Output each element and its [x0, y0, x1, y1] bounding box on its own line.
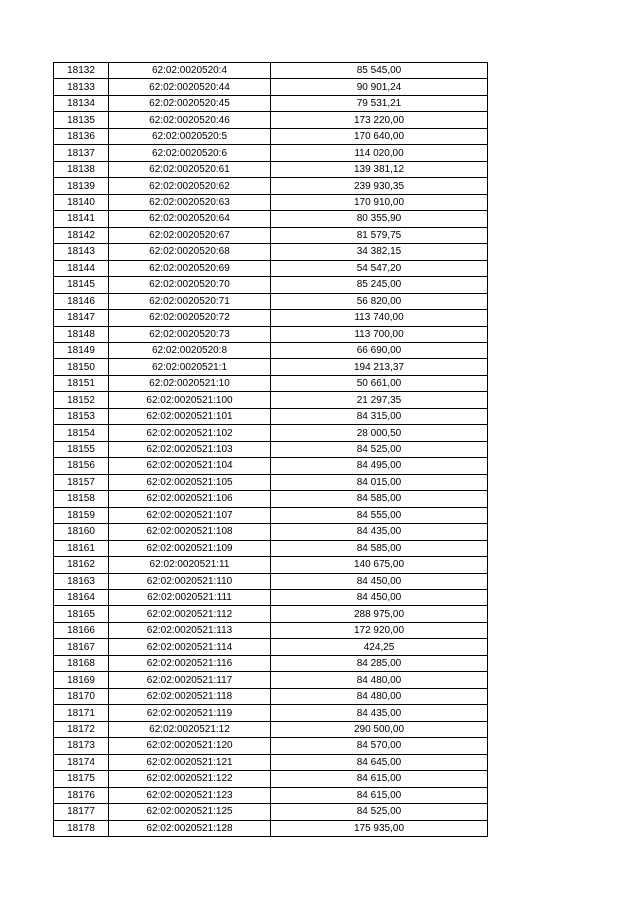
- row-number-cell: 18166: [54, 622, 109, 638]
- table-row: [54, 672, 488, 688]
- cadastral-number-cell: 62:02:0020520:70: [109, 277, 271, 293]
- cadastral-number-cell: 62:02:0020520:45: [109, 95, 271, 111]
- value-cell: 172 920,00: [271, 622, 488, 638]
- value-cell: 90 901,24: [271, 79, 488, 95]
- row-number-cell: 18149: [54, 342, 109, 358]
- cadastral-number-cell: 62:02:0020521:116: [109, 655, 271, 671]
- cadastral-number-cell: 62:02:0020521:12: [109, 721, 271, 737]
- row-number-cell: 18151: [54, 375, 109, 391]
- row-number-cell: 18162: [54, 557, 109, 573]
- cadastral-number-cell: 62:02:0020521:104: [109, 458, 271, 474]
- value-cell: 84 525,00: [271, 441, 488, 457]
- table-row: [54, 557, 488, 573]
- table-row: [54, 639, 488, 655]
- value-cell: 170 910,00: [271, 194, 488, 210]
- cadastral-number-cell: 62:02:0020520:67: [109, 227, 271, 243]
- table-row: [54, 721, 488, 737]
- cadastral-number-cell: 62:02:0020520:71: [109, 293, 271, 309]
- value-cell: 114 020,00: [271, 145, 488, 161]
- value-cell: 34 382,15: [271, 244, 488, 260]
- cadastral-number-cell: 62:02:0020520:63: [109, 194, 271, 210]
- table-row: [54, 375, 488, 391]
- row-number-cell: 18159: [54, 507, 109, 523]
- value-cell: 50 661,00: [271, 375, 488, 391]
- table-row: [54, 573, 488, 589]
- value-cell: 113 740,00: [271, 310, 488, 326]
- row-number-cell: 18132: [54, 63, 109, 79]
- table-row: [54, 178, 488, 194]
- value-cell: 290 500,00: [271, 721, 488, 737]
- row-number-cell: 18161: [54, 540, 109, 556]
- cadastral-number-cell: 62:02:0020521:1: [109, 359, 271, 375]
- row-number-cell: 18139: [54, 178, 109, 194]
- row-number-cell: 18147: [54, 310, 109, 326]
- row-number-cell: 18175: [54, 771, 109, 787]
- table-row: [54, 326, 488, 342]
- row-number-cell: 18145: [54, 277, 109, 293]
- table-row: [54, 293, 488, 309]
- row-number-cell: 18155: [54, 441, 109, 457]
- table-row: [54, 310, 488, 326]
- cadastral-number-cell: 62:02:0020521:117: [109, 672, 271, 688]
- cadastral-number-cell: 62:02:0020521:106: [109, 491, 271, 507]
- row-number-cell: 18164: [54, 590, 109, 606]
- value-cell: 84 495,00: [271, 458, 488, 474]
- value-cell: 85 245,00: [271, 277, 488, 293]
- table-row: [54, 771, 488, 787]
- cadastral-number-cell: 62:02:0020520:5: [109, 128, 271, 144]
- row-number-cell: 18171: [54, 705, 109, 721]
- value-cell: 194 213,37: [271, 359, 488, 375]
- value-cell: 84 480,00: [271, 688, 488, 704]
- value-cell: 84 450,00: [271, 573, 488, 589]
- row-number-cell: 18133: [54, 79, 109, 95]
- cadastral-number-cell: 62:02:0020520:62: [109, 178, 271, 194]
- cadastral-number-cell: 62:02:0020521:125: [109, 804, 271, 820]
- cadastral-number-cell: 62:02:0020521:109: [109, 540, 271, 556]
- row-number-cell: 18173: [54, 738, 109, 754]
- row-number-cell: 18178: [54, 820, 109, 836]
- value-cell: 84 450,00: [271, 590, 488, 606]
- table-body: [54, 63, 488, 837]
- table-row: [54, 211, 488, 227]
- row-number-cell: 18137: [54, 145, 109, 161]
- value-cell: 81 579,75: [271, 227, 488, 243]
- value-cell: 84 525,00: [271, 804, 488, 820]
- value-cell: 239 930,35: [271, 178, 488, 194]
- row-number-cell: 18156: [54, 458, 109, 474]
- value-cell: 54 547,20: [271, 260, 488, 276]
- row-number-cell: 18143: [54, 244, 109, 260]
- table-row: [54, 145, 488, 161]
- cadastral-number-cell: 62:02:0020521:10: [109, 375, 271, 391]
- row-number-cell: 18167: [54, 639, 109, 655]
- cadastral-number-cell: 62:02:0020521:112: [109, 606, 271, 622]
- table-row: [54, 161, 488, 177]
- row-number-cell: 18153: [54, 408, 109, 424]
- cadastral-number-cell: 62:02:0020520:69: [109, 260, 271, 276]
- row-number-cell: 18176: [54, 787, 109, 803]
- row-number-cell: 18172: [54, 721, 109, 737]
- value-cell: 56 820,00: [271, 293, 488, 309]
- value-cell: 84 435,00: [271, 524, 488, 540]
- cadastral-number-cell: 62:02:0020521:108: [109, 524, 271, 540]
- table-row: [54, 441, 488, 457]
- value-cell: 84 615,00: [271, 787, 488, 803]
- value-cell: 84 585,00: [271, 540, 488, 556]
- table-row: [54, 820, 488, 836]
- cadastral-number-cell: 62:02:0020520:64: [109, 211, 271, 227]
- table-row: [54, 277, 488, 293]
- value-cell: 288 975,00: [271, 606, 488, 622]
- table-row: [54, 128, 488, 144]
- row-number-cell: 18157: [54, 474, 109, 490]
- cadastral-number-cell: 62:02:0020521:107: [109, 507, 271, 523]
- value-cell: 84 570,00: [271, 738, 488, 754]
- cadastral-number-cell: 62:02:0020521:102: [109, 425, 271, 441]
- row-number-cell: 18150: [54, 359, 109, 375]
- cadastral-number-cell: 62:02:0020521:121: [109, 754, 271, 770]
- table-row: [54, 590, 488, 606]
- row-number-cell: 18165: [54, 606, 109, 622]
- table-row: [54, 622, 488, 638]
- value-cell: 84 480,00: [271, 672, 488, 688]
- cadastral-number-cell: 62:02:0020521:120: [109, 738, 271, 754]
- row-number-cell: 18148: [54, 326, 109, 342]
- cadastral-number-cell: 62:02:0020521:114: [109, 639, 271, 655]
- table-row: [54, 227, 488, 243]
- row-number-cell: 18170: [54, 688, 109, 704]
- cadastral-number-cell: 62:02:0020520:61: [109, 161, 271, 177]
- table-row: [54, 244, 488, 260]
- value-cell: 79 531,21: [271, 95, 488, 111]
- value-cell: 21 297,35: [271, 392, 488, 408]
- row-number-cell: 18140: [54, 194, 109, 210]
- cadastral-number-cell: 62:02:0020520:73: [109, 326, 271, 342]
- value-cell: 85 545,00: [271, 63, 488, 79]
- table-row: [54, 392, 488, 408]
- table-row: [54, 655, 488, 671]
- table-row: [54, 688, 488, 704]
- value-cell: 175 935,00: [271, 820, 488, 836]
- value-cell: 84 645,00: [271, 754, 488, 770]
- row-number-cell: 18142: [54, 227, 109, 243]
- row-number-cell: 18135: [54, 112, 109, 128]
- table-row: [54, 474, 488, 490]
- cadastral-number-cell: 62:02:0020520:68: [109, 244, 271, 260]
- value-cell: 139 381,12: [271, 161, 488, 177]
- cadastral-number-cell: 62:02:0020521:118: [109, 688, 271, 704]
- table-row: [54, 524, 488, 540]
- value-cell: 140 675,00: [271, 557, 488, 573]
- value-cell: 173 220,00: [271, 112, 488, 128]
- table-row: [54, 540, 488, 556]
- cadastral-value-table: [53, 62, 488, 837]
- cadastral-number-cell: 62:02:0020521:113: [109, 622, 271, 638]
- value-cell: 424,25: [271, 639, 488, 655]
- table-row: [54, 507, 488, 523]
- value-cell: 84 615,00: [271, 771, 488, 787]
- cadastral-number-cell: 62:02:0020521:128: [109, 820, 271, 836]
- row-number-cell: 18154: [54, 425, 109, 441]
- cadastral-number-cell: 62:02:0020520:72: [109, 310, 271, 326]
- cadastral-number-cell: 62:02:0020521:119: [109, 705, 271, 721]
- table-row: [54, 705, 488, 721]
- cadastral-number-cell: 62:02:0020520:44: [109, 79, 271, 95]
- cadastral-number-cell: 62:02:0020520:4: [109, 63, 271, 79]
- row-number-cell: 18144: [54, 260, 109, 276]
- value-cell: 84 285,00: [271, 655, 488, 671]
- table-row: [54, 79, 488, 95]
- value-cell: 28 000,50: [271, 425, 488, 441]
- table-row: [54, 458, 488, 474]
- table-row: [54, 359, 488, 375]
- cadastral-number-cell: 62:02:0020520:6: [109, 145, 271, 161]
- cadastral-number-cell: 62:02:0020521:100: [109, 392, 271, 408]
- value-cell: 80 355,90: [271, 211, 488, 227]
- table-row: [54, 491, 488, 507]
- table-row: [54, 63, 488, 79]
- cadastral-number-cell: 62:02:0020521:11: [109, 557, 271, 573]
- row-number-cell: 18168: [54, 655, 109, 671]
- value-cell: 113 700,00: [271, 326, 488, 342]
- table-row: [54, 408, 488, 424]
- value-cell: 66 690,00: [271, 342, 488, 358]
- cadastral-number-cell: 62:02:0020520:8: [109, 342, 271, 358]
- table-row: [54, 342, 488, 358]
- value-cell: 84 315,00: [271, 408, 488, 424]
- row-number-cell: 18141: [54, 211, 109, 227]
- cadastral-number-cell: 62:02:0020521:105: [109, 474, 271, 490]
- row-number-cell: 18160: [54, 524, 109, 540]
- row-number-cell: 18138: [54, 161, 109, 177]
- table-row: [54, 787, 488, 803]
- cadastral-number-cell: 62:02:0020521:123: [109, 787, 271, 803]
- row-number-cell: 18163: [54, 573, 109, 589]
- cadastral-number-cell: 62:02:0020521:101: [109, 408, 271, 424]
- row-number-cell: 18146: [54, 293, 109, 309]
- value-cell: 84 585,00: [271, 491, 488, 507]
- table-row: [54, 738, 488, 754]
- row-number-cell: 18174: [54, 754, 109, 770]
- table-row: [54, 194, 488, 210]
- table-row: [54, 95, 488, 111]
- value-cell: 84 435,00: [271, 705, 488, 721]
- cadastral-number-cell: 62:02:0020521:111: [109, 590, 271, 606]
- value-cell: 84 015,00: [271, 474, 488, 490]
- value-cell: 84 555,00: [271, 507, 488, 523]
- row-number-cell: 18158: [54, 491, 109, 507]
- cadastral-number-cell: 62:02:0020521:103: [109, 441, 271, 457]
- cadastral-number-cell: 62:02:0020520:46: [109, 112, 271, 128]
- table-row: [54, 112, 488, 128]
- row-number-cell: 18177: [54, 804, 109, 820]
- table-row: [54, 606, 488, 622]
- table-row: [54, 754, 488, 770]
- table-row: [54, 804, 488, 820]
- table-row: [54, 425, 488, 441]
- cadastral-number-cell: 62:02:0020521:110: [109, 573, 271, 589]
- value-cell: 170 640,00: [271, 128, 488, 144]
- cadastral-number-cell: 62:02:0020521:122: [109, 771, 271, 787]
- row-number-cell: 18136: [54, 128, 109, 144]
- row-number-cell: 18134: [54, 95, 109, 111]
- row-number-cell: 18152: [54, 392, 109, 408]
- table-row: [54, 260, 488, 276]
- row-number-cell: 18169: [54, 672, 109, 688]
